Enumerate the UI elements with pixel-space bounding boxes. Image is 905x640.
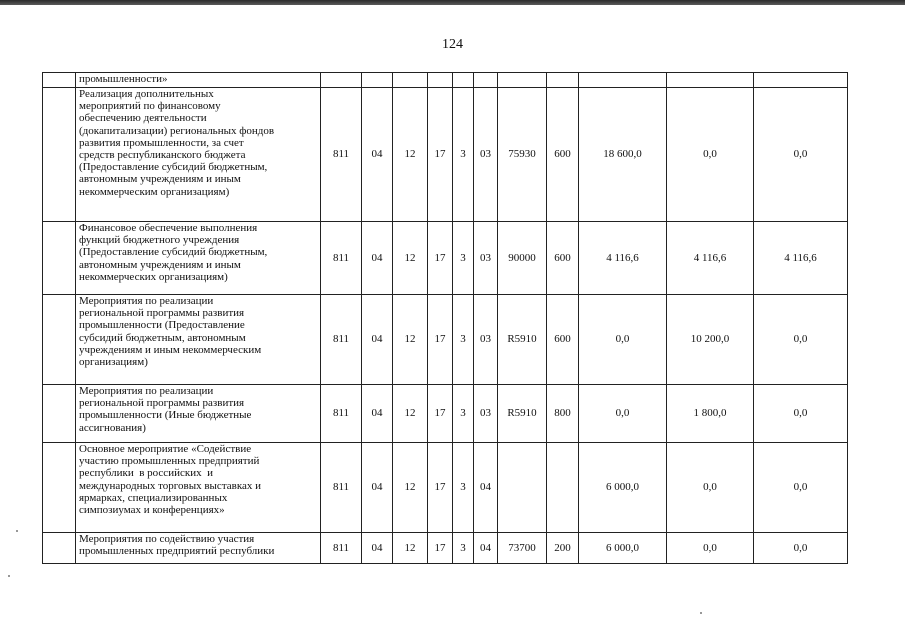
amount-year2-cell: 0,0 (667, 88, 754, 222)
expense-type-cell: 600 (547, 222, 579, 295)
description-line: некоммерческих организациям) (79, 270, 228, 283)
scan-speck (8, 575, 10, 577)
row-number-cell (43, 88, 76, 222)
description-line: Основное мероприятие «Содействие (79, 443, 252, 455)
description-line: организациям) (79, 356, 148, 369)
event-cell (474, 73, 498, 88)
subprogram-cell: 3 (453, 443, 474, 533)
description-line: участию промышленных предприятий (79, 455, 260, 468)
expense-type-cell: 200 (547, 533, 579, 564)
description-line: некоммерческим организациям) (79, 185, 230, 198)
program-cell: 17 (428, 385, 453, 443)
amount-year3-cell: 0,0 (754, 385, 848, 443)
description-line: (Предоставление субсидий бюджетным, (79, 161, 268, 174)
description-line: субсидий бюджетным, автономным (79, 331, 246, 344)
description-line: промышленности (Иные бюджетные (79, 409, 252, 422)
amount-year3-cell: 0,0 (754, 443, 848, 533)
description-line: промышленных предприятий республики (79, 545, 275, 558)
expense-type-cell (547, 73, 579, 88)
program-cell: 17 (428, 533, 453, 564)
program-cell (428, 73, 453, 88)
description-line: региональной программы развития (79, 307, 245, 320)
admin-code-cell: 811 (321, 533, 362, 564)
program-cell: 17 (428, 295, 453, 385)
amount-year2-cell: 1 800,0 (667, 385, 754, 443)
amount-year3-cell: 4 116,6 (754, 222, 848, 295)
program-cell: 17 (428, 443, 453, 533)
description-cell (76, 73, 321, 88)
amount-year2-cell: 0,0 (667, 533, 754, 564)
section-cell: 04 (362, 443, 393, 533)
amount-year1-cell: 18 600,0 (579, 88, 667, 222)
row-number-cell (43, 222, 76, 295)
amount-year3-cell: 0,0 (754, 88, 848, 222)
direction-cell: 73700 (498, 533, 547, 564)
description-cell (76, 385, 321, 443)
amount-year1-cell: 6 000,0 (579, 443, 667, 533)
row-number-cell (43, 295, 76, 385)
description-cell (76, 443, 321, 533)
amount-year2-cell: 10 200,0 (667, 295, 754, 385)
description-line: Мероприятия по реализации (79, 295, 214, 307)
section-cell: 04 (362, 222, 393, 295)
direction-cell (498, 73, 547, 88)
description-line: функций бюджетного учреждения (79, 234, 240, 247)
description-line: промышленности (Предоставление (79, 319, 245, 332)
amount-year1-cell: 6 000,0 (579, 533, 667, 564)
scan-speck (700, 612, 702, 614)
budget-table (42, 72, 848, 564)
description-line: (докапитализации) региональных фондов (79, 124, 275, 137)
subsection-cell: 12 (393, 295, 428, 385)
expense-type-cell (547, 443, 579, 533)
subprogram-cell (453, 73, 474, 88)
description-line: симпозиумах и конференциях» (79, 504, 225, 517)
description-cell (76, 222, 321, 295)
description-line: Реализация дополнительных (79, 88, 214, 100)
program-cell: 17 (428, 88, 453, 222)
expense-type-cell: 600 (547, 88, 579, 222)
section-cell: 04 (362, 385, 393, 443)
table-row (43, 88, 848, 222)
amount-year1-cell: 4 116,6 (579, 222, 667, 295)
direction-cell: R5910 (498, 295, 547, 385)
description-line: обеспечению деятельности (79, 112, 207, 125)
amount-year3-cell: 0,0 (754, 295, 848, 385)
event-cell: 03 (474, 222, 498, 295)
row-number-cell (43, 533, 76, 564)
description-line: ассигнования) (79, 421, 146, 434)
amount-year2-cell: 0,0 (667, 443, 754, 533)
row-number-cell (43, 73, 76, 88)
description-line: развития промышленности, за счет (79, 136, 244, 149)
event-cell: 04 (474, 533, 498, 564)
amount-year1-cell: 0,0 (579, 385, 667, 443)
table-body (43, 73, 848, 564)
expense-type-cell: 600 (547, 295, 579, 385)
description-cell (76, 533, 321, 564)
direction-cell (498, 443, 547, 533)
page-number: 124 (442, 37, 463, 52)
event-cell: 03 (474, 295, 498, 385)
row-number-cell (43, 385, 76, 443)
event-cell: 03 (474, 88, 498, 222)
amount-year2-cell: 4 116,6 (667, 222, 754, 295)
subsection-cell (393, 73, 428, 88)
description-line: учреждениям и иным некоммерческим (79, 343, 262, 356)
table-row (43, 533, 848, 564)
description-line: промышленности» (79, 73, 168, 85)
description-line: автономным учреждениям и иным (79, 173, 241, 186)
subprogram-cell: 3 (453, 295, 474, 385)
direction-cell: R5910 (498, 385, 547, 443)
subsection-cell: 12 (393, 443, 428, 533)
amount-year2-cell (667, 73, 754, 88)
subsection-cell: 12 (393, 88, 428, 222)
description-cell (76, 88, 321, 222)
description-line: Мероприятия по реализации (79, 385, 214, 397)
section-cell: 04 (362, 295, 393, 385)
section-cell: 04 (362, 533, 393, 564)
subsection-cell: 12 (393, 222, 428, 295)
subsection-cell: 12 (393, 385, 428, 443)
description-line: Мероприятия по содействию участия (79, 533, 255, 545)
section-cell (362, 73, 393, 88)
event-cell: 04 (474, 443, 498, 533)
row-number-cell (43, 443, 76, 533)
description-line: республики в российских и (79, 467, 213, 480)
direction-cell: 90000 (498, 222, 547, 295)
event-cell: 03 (474, 385, 498, 443)
description-line: Финансовое обеспечение выполнения (79, 222, 258, 234)
description-line: региональной программы развития (79, 397, 245, 410)
subprogram-cell: 3 (453, 222, 474, 295)
page-top-edge (0, 0, 905, 5)
scan-speck (16, 530, 18, 532)
description-line: международных торговых выставках и (79, 479, 262, 492)
admin-code-cell: 811 (321, 295, 362, 385)
admin-code-cell (321, 73, 362, 88)
amount-year1-cell (579, 73, 667, 88)
admin-code-cell: 811 (321, 443, 362, 533)
subsection-cell: 12 (393, 533, 428, 564)
amount-year3-cell (754, 73, 848, 88)
table-row (43, 385, 848, 443)
program-cell: 17 (428, 222, 453, 295)
section-cell: 04 (362, 88, 393, 222)
table-row (43, 295, 848, 385)
amount-year1-cell: 0,0 (579, 295, 667, 385)
description-line: автономным учреждениям и иным (79, 258, 241, 271)
subprogram-cell: 3 (453, 88, 474, 222)
admin-code-cell: 811 (321, 385, 362, 443)
table-row (43, 73, 848, 88)
description-line: (Предоставление субсидий бюджетным, (79, 246, 268, 259)
expense-type-cell: 800 (547, 385, 579, 443)
subprogram-cell: 3 (453, 385, 474, 443)
description-cell (76, 295, 321, 385)
admin-code-cell: 811 (321, 222, 362, 295)
description-line: средств республиканского бюджета (79, 149, 246, 162)
subprogram-cell: 3 (453, 533, 474, 564)
description-line: мероприятий по финансовому (79, 100, 221, 113)
direction-cell: 75930 (498, 88, 547, 222)
table-row (43, 443, 848, 533)
table-row (43, 222, 848, 295)
description-line: ярмарках, специализированных (79, 491, 228, 504)
amount-year3-cell: 0,0 (754, 533, 848, 564)
admin-code-cell: 811 (321, 88, 362, 222)
